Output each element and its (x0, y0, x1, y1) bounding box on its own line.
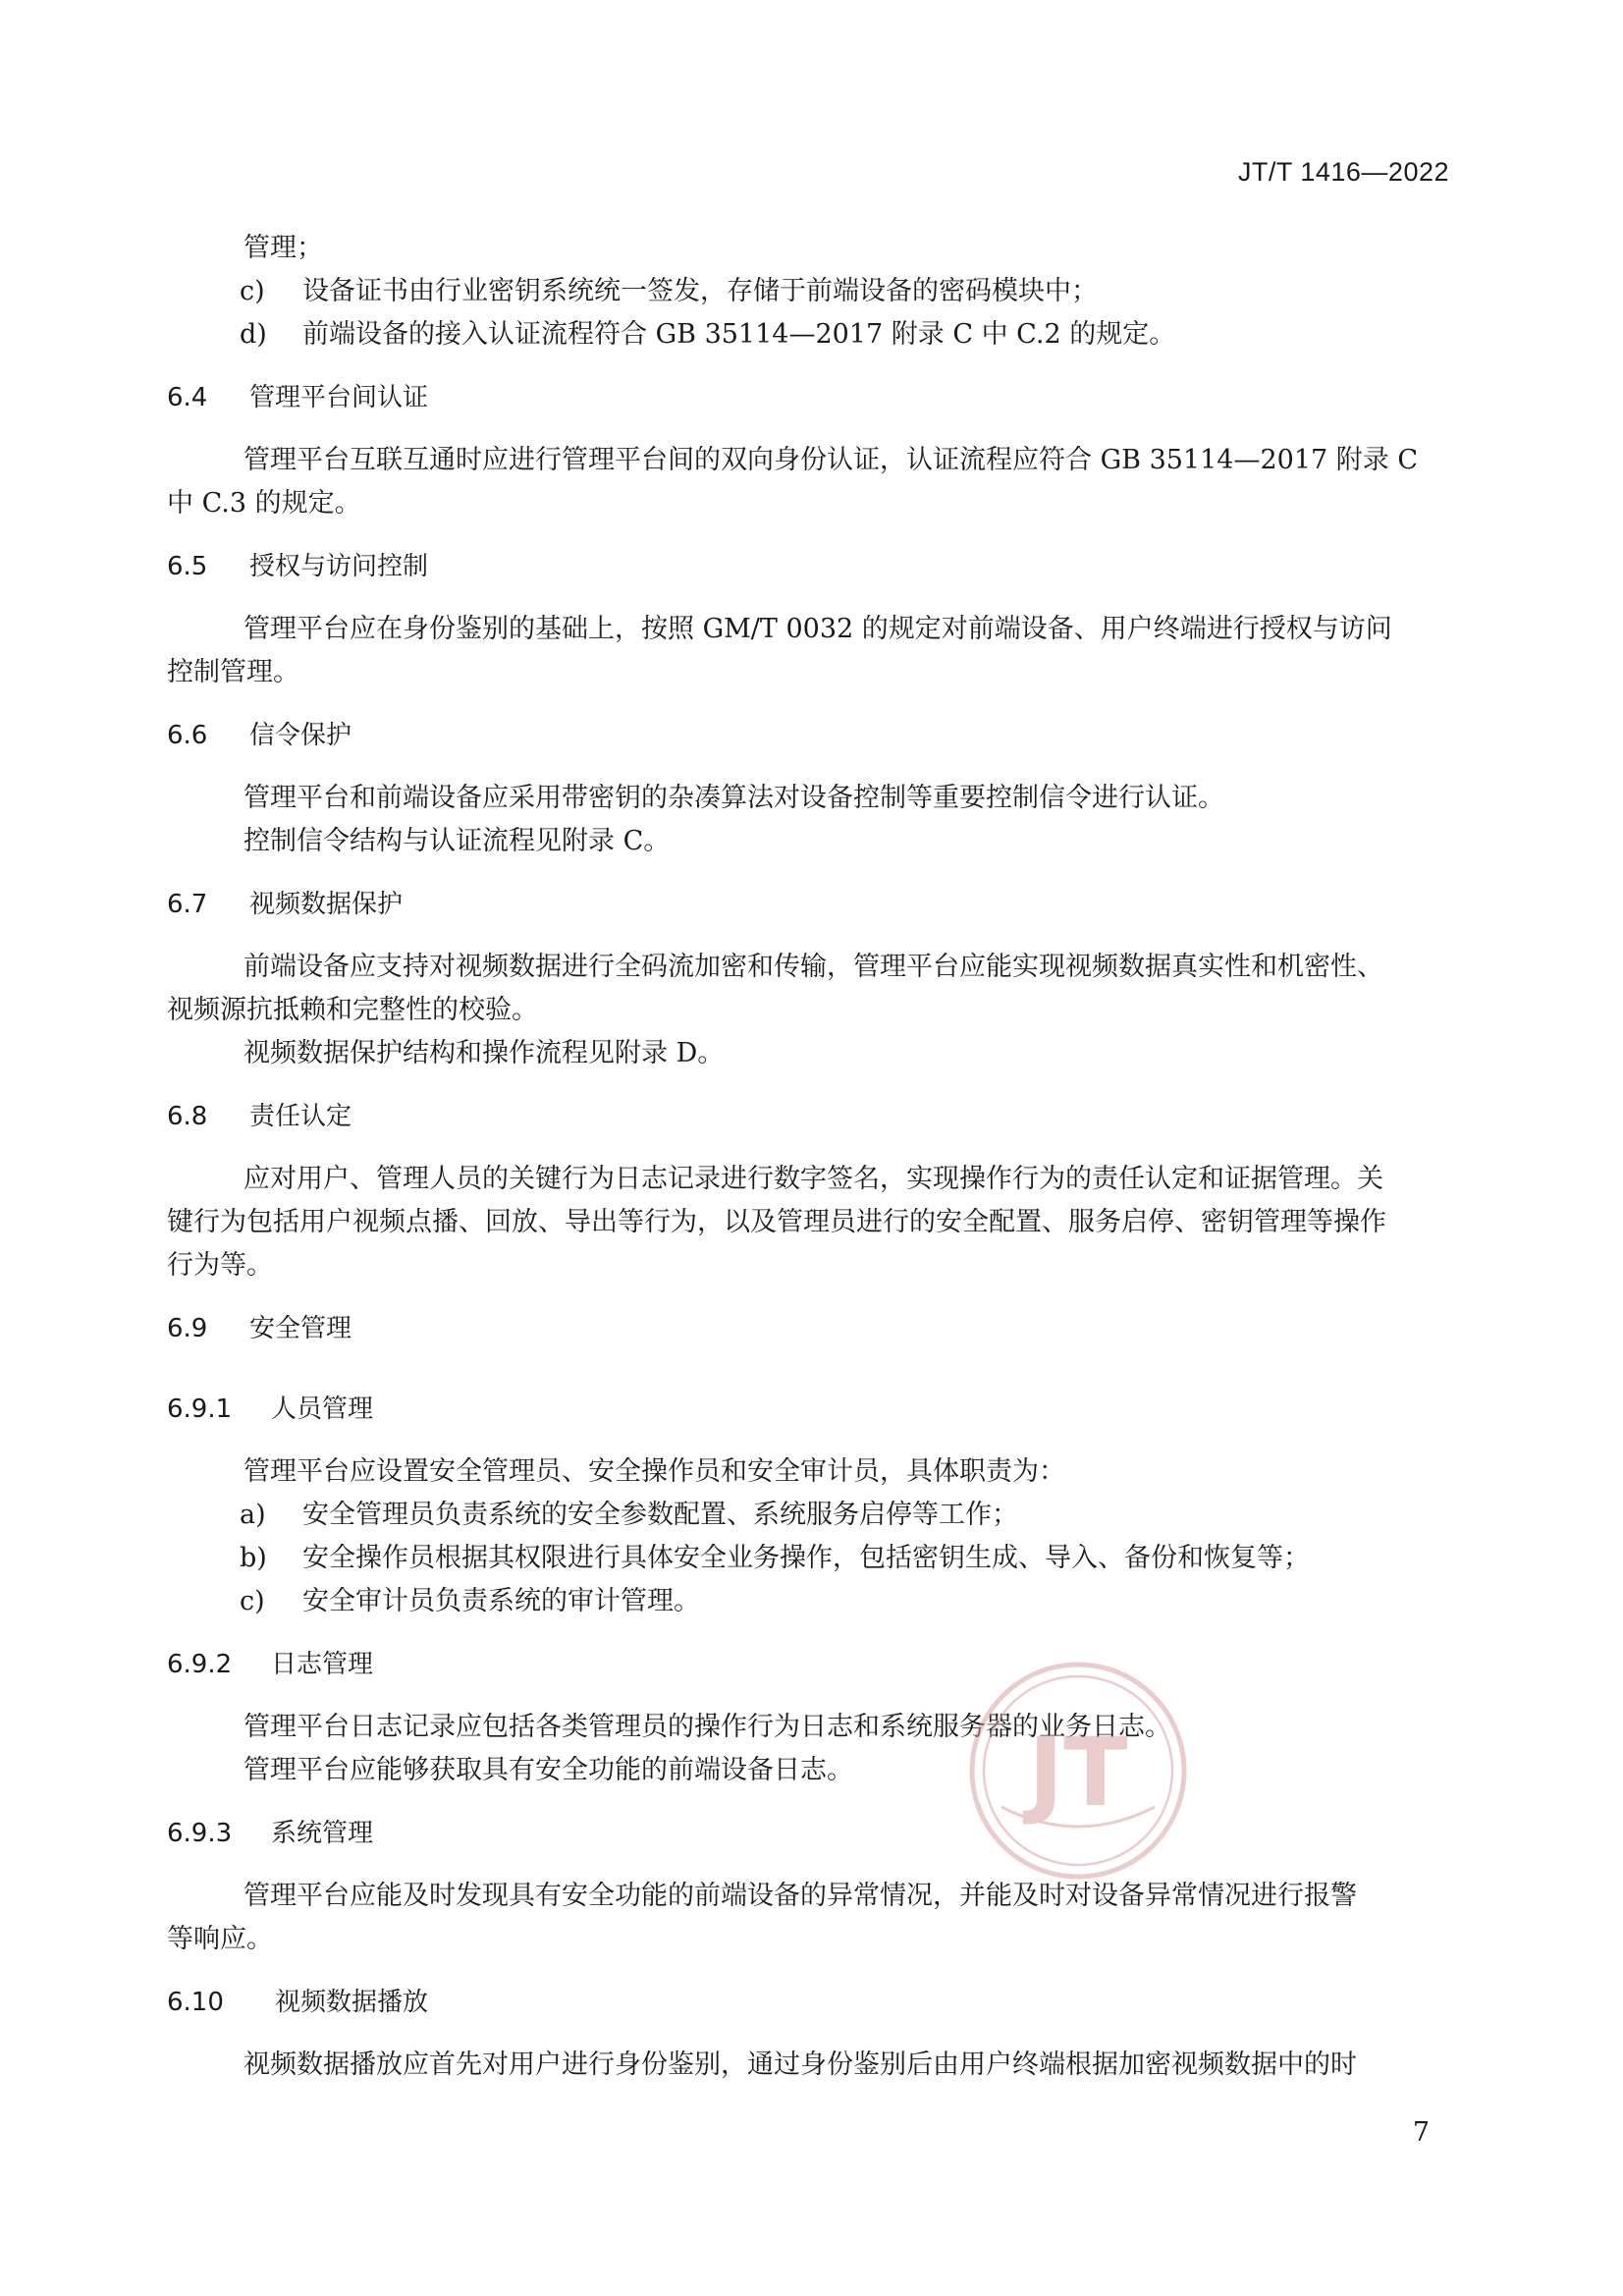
list-text: 安全管理员负责系统的安全参数配置、系统服务启停等工作； (302, 1500, 1018, 1530)
list-item-a (240, 1499, 1529, 1532)
paragraph-line: 管理平台和前端设备应采用带密钥的杂凑算法对设备控制等重要控制信令进行认证。 (243, 783, 1224, 813)
paragraph-line: 管理平台应能及时发现具有安全功能的前端设备的异常情况，并能及时对设备异常情况进行报警 (243, 1881, 1357, 1911)
paragraph-line: 管理平台应能够获取具有安全功能的前端设备日志。 (243, 1755, 853, 1785)
paragraph-line: 前端设备应支持对视频数据进行全码流加密和传输，管理平台应能实现视频数据真实性和机密性、 (243, 952, 1383, 982)
list-marker: d) (240, 319, 267, 350)
section-number: 6.9.3 (167, 1819, 233, 1848)
section-title: 视频数据播放 (275, 1988, 429, 2017)
section-number: 6.4 (167, 383, 208, 412)
list-item-c (240, 1585, 1529, 1618)
section-heading-6-9-1 (167, 1393, 1456, 1426)
paragraph-line: 键行为包括用户视频点播、回放、导出等行为，以及管理员进行的安全配置、服务启停、密钥管理等操作 (167, 1207, 1386, 1237)
paragraph-line: 行为等。 (167, 1250, 273, 1281)
section-heading-6-9 (167, 1312, 1456, 1345)
paragraph-line: 管理平台应在身份鉴别的基础上，按照 GM/T 0032 的规定对前端设备、用户终端进行授权与访问 (243, 614, 1392, 644)
section-title: 系统管理 (271, 1819, 374, 1848)
section-heading-6-9-3 (167, 1817, 1456, 1850)
paragraph-line: 管理平台互联互通时应进行管理平台间的双向身份认证，认证流程应符合 GB 35114—2017 附录 C (243, 445, 1419, 475)
list-text: 安全操作员根据其权限进行具体安全业务操作，包括密钥生成、导入、备份和恢复等； (302, 1543, 1310, 1573)
section-number: 6.6 (167, 721, 208, 750)
list-text: 设备证书由行业密钥系统统一签发，存储于前端设备的密码模块中； (302, 276, 1098, 306)
section-title: 安全管理 (249, 1314, 352, 1343)
paragraph-line: 应对用户、管理人员的关键行为日志记录进行数字签名，实现操作行为的责任认定和证据管理。关 (243, 1164, 1383, 1194)
section-heading-6-5 (167, 550, 1456, 583)
paragraph-line: 控制管理。 (167, 657, 299, 687)
list-item-d (240, 318, 1529, 352)
section-heading-6-10 (167, 1986, 1456, 2019)
section-heading-6-7 (167, 888, 1456, 921)
list-marker: a) (240, 1500, 266, 1530)
list-text: 安全审计员负责系统的审计管理。 (302, 1586, 700, 1616)
paragraph-line: 中 C.3 的规定。 (167, 488, 361, 519)
section-number: 6.9.1 (167, 1394, 233, 1424)
section-title: 信令保护 (249, 721, 352, 750)
section-number: 6.9 (167, 1314, 208, 1343)
section-title: 授权与访问控制 (249, 552, 429, 581)
stamp-text: JT (1028, 1718, 1128, 1828)
section-title: 管理平台间认证 (249, 383, 429, 412)
list-marker: c) (240, 276, 265, 306)
section-title: 人员管理 (271, 1394, 374, 1424)
section-number: 6.9.2 (167, 1650, 233, 1679)
jt-stamp-watermark (967, 1660, 1189, 1882)
section-number: 6.10 (167, 1988, 224, 2017)
list-marker: b) (240, 1543, 267, 1573)
section-number: 6.7 (167, 890, 208, 919)
section-title: 责任认定 (249, 1102, 352, 1131)
list-item-b (240, 1542, 1529, 1575)
paragraph-line: 视频数据播放应首先对用户进行身份鉴别，通过身份鉴别后由用户终端根据加密视频数据中的时 (243, 2050, 1357, 2080)
section-title: 日志管理 (271, 1650, 374, 1679)
list-item-c (240, 275, 1529, 308)
paragraph-line: 等响应。 (167, 1924, 273, 1954)
section-number: 6.5 (167, 552, 208, 581)
standard-code-header: JT/T 1416—2022 (1237, 157, 1449, 187)
continuation-line: 管理； (243, 233, 323, 263)
paragraph-line: 控制信令结构与认证流程见附录 C。 (243, 826, 671, 856)
section-title: 视频数据保护 (249, 890, 404, 919)
section-heading-6-9-2 (167, 1648, 1456, 1681)
paragraph-line: 管理平台日志记录应包括各类管理员的操作行为日志和系统服务器的业务日志。 (243, 1712, 1171, 1742)
paragraph-line: 视频源抗抵赖和完整性的校验。 (167, 995, 538, 1025)
section-heading-6-8 (167, 1100, 1456, 1133)
paragraph-line: 视频数据保护结构和操作流程见附录 D。 (243, 1038, 725, 1068)
list-marker: c) (240, 1586, 265, 1616)
section-number: 6.8 (167, 1102, 208, 1131)
list-text: 前端设备的接入认证流程符合 GB 35114—2017 附录 C 中 C.2 的规定。 (302, 319, 1176, 350)
page-number: 7 (1412, 2117, 1430, 2148)
section-heading-6-6 (167, 719, 1456, 752)
paragraph-line: 管理平台应设置安全管理员、安全操作员和安全审计员，具体职责为： (243, 1456, 1065, 1487)
section-heading-6-4 (167, 381, 1456, 414)
